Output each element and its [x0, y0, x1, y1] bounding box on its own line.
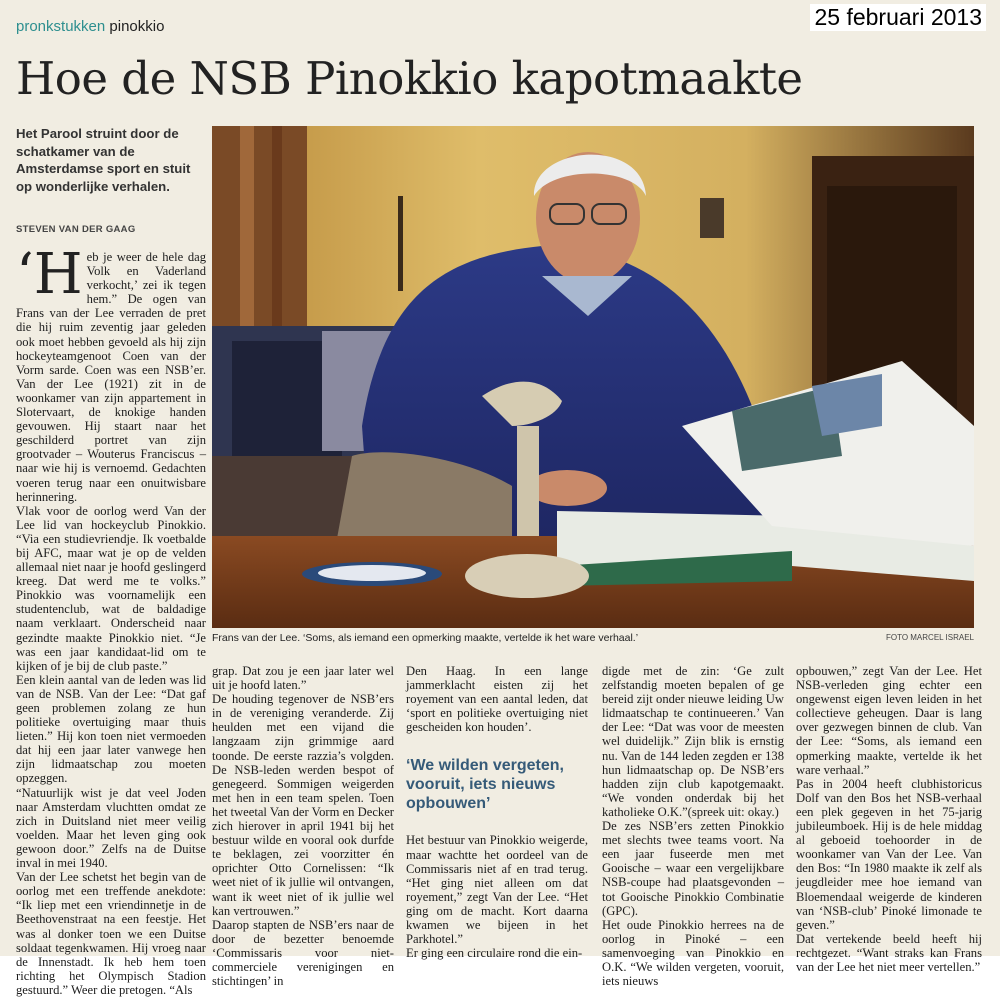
paragraph: De zes NSB’ers zetten Pinokkio met slechts twee teams voort. Na een jaar fuseerde men met Gooische – waar een vergelijkbare NSB-coupe had plaatsgevonden – tot Gooische Pinokkio Combinatie (GPC). [602, 819, 784, 918]
paragraph: Den Haag. In een lange jammerklacht eisten zij het royement van een aantal leden, dat ‘sport en politieke overtuiging niet gescheiden kon houden’. [406, 664, 588, 735]
topic-label: pinokkio [109, 18, 165, 35]
section-label: pronkstukken [16, 18, 106, 35]
paragraph: Daarop stapten de NSB’ers naar de door de bezetter benoemde ‘Commissaris voor niet-commerciele verenigingen en stichtingen’ in [212, 917, 394, 989]
paragraph: Er ging een circulaire rond die ein- [406, 946, 583, 961]
photo-caption [212, 632, 974, 644]
drop-cap: ‘H [16, 242, 83, 307]
article-column-1 [16, 242, 206, 997]
clipping-date: 25 februari 2013 [810, 4, 986, 31]
byline: STEVEN VAN DER GAAG [16, 224, 136, 235]
article-column-3 [406, 664, 588, 961]
article-column-5 [796, 664, 982, 974]
paragraph: Vlak voor de oorlog werd Van der Lee lid van hockeyclub Pinokkio. “Via een studievriendje. Ik voetbalde bij AFC, maar wat je op de velden allemaal niet naar je hoofd geslingerd kreeg. Dat werd me te volks.” Pinokkio was voornamelijk een studentenclub, wat de baldadige naam verklaart. Onderscheid naar gezindte maakte Pinokkio niet. “Je was een jaar kandidaat-lid om te kijken of je bij de club paste.” [16, 503, 206, 673]
article-column-2 [212, 664, 394, 989]
article-photo [212, 126, 974, 628]
section-kicker [16, 18, 164, 35]
article-column-4 [602, 664, 784, 989]
paragraph: eb je weer de hele dag Volk en Vaderland verkocht,’ zei ik tegen hem.” De ogen van Frans van der Lee verraden de pret die hij ruim zeventig jaar geleden ook moet hebben gevoeld als hij zijn hockeyteamgenoot Coen van der Vorm sarde. Coen was een NSB’er. Van der Lee (1921) zit in de woonkamer van zijn appartement in Slotervaart, de knokige handen gevouwen. Hij staart naar het geschilderd portret van zijn grootvader – Wouterus Franciscus – naar wie hij is vernoemd. Gedachten voeren terug naar een onuitwisbare herinnering. [16, 250, 206, 504]
headline: Hoe de NSB Pinokkio kapotmaakte [16, 52, 803, 105]
paragraph: Pas in 2004 heeft clubhistoricus Dolf van den Bos het NSB-verhaal een plek gegeven in het 75-jarig jubileumboek. Hij is de hele middag al geboeid toehoorder in de woonkamer van Van der Lee. Van den Bos: “In 1980 maakte ik zelf als jeugdleider mee hoe iemand van Bloemendaal weigerde de kinderen van ‘NSB-club’ Pinoké limonade te geven.” [796, 776, 982, 932]
pull-quote: ‘We wilden vergeten, vooruit, iets nieuws opbouwen’ [406, 757, 564, 813]
paragraph: Het bestuur van Pinokkio weigerde, maar wachtte het oordeel van de Commissaris niet af en trad terug. “Het ging niet alleen om dat royement,” zegt Van der Lee. “Het ging om de macht. Kort daarna kwamen we bijeen in het Parkhotel.” [406, 833, 588, 947]
paragraph: opbouwen,” zegt Van der Lee. Het NSB-verleden ging echter een ongewenst eigen leven leiden in het collectieve geheugen. Daar is lang over gezwegen binnen de club. Van der Lee: “Soms, als iemand een opmerking maakte, vertelde ik het ware verhaal.” [796, 664, 982, 777]
paragraph: grap. Dat zou je een jaar later wel uit je hoofd laten.” [212, 664, 394, 693]
paragraph: Van der Lee schetst het begin van de oorlog met een treffende anekdote: “Ik liep met een vriendinnetje in de Beethovenstraat na een feestje. Het was al donker toen we een Duitse soldaat tegenkwamen. Hij vroeg naar de Innenstadt. Ik heb hem toen richting het Olympisch Stadion gestuurd.” Weer die pretogen. “Als [16, 870, 206, 997]
caption-text: Frans van der Lee. ‘Soms, als iemand een opmerking maakte, vertelde ik het ware verhaal.’ [212, 632, 639, 644]
paragraph: Het oude Pinokkio herrees na de oorlog in Pinoké – een samenvoeging van Pinokkio en O.K. “We wilden vergeten, vooruit, iets nieuws [602, 917, 784, 989]
paragraph: De houding tegenover de NSB’ers in de vereniging veranderde. Zij heulden met een vijand die langzaam zijn grimmige aard toonde. De eerste razzia’s volgden. De NSB-leden werden bespot of genegeerd. Sommigen weigerden met hen in een team spelen. Toen het tweetal Van der Vorm en Decker zich hierover in april 1941 bij het bestuur wilde en vooral ook durfde te beklagen, zei voorzitter én oprichter Otto Cornelissen: “Ik weet niet of ik jullie wil ontvangen, want ik weet niet of ik jullie wel kan vertrouwen.” [212, 692, 394, 918]
intro-text: Het Parool struint door de schatkamer van de Amsterdamse sport en stuit op wonderlijke verhalen. [16, 126, 191, 194]
photo-credit: FOTO MARCEL ISRAEL [885, 633, 974, 642]
paragraph: “Natuurlijk wist je dat veel Joden naar Amsterdam vluchtten omdat ze zich in Duitsland niet meer veilig voelden. Maar het leven ging ook gewoon door.” Zelfs na de Duitse inval in mei 1940. [16, 785, 206, 871]
paragraph: digde met de zin: ‘Ge zult zelfstandig moeten bepalen of ge bereid zijt onder nieuwe leiding Uw lidmaatschap te continueeren.’ Van der Lee: “Dat was voor de meesten wel duidelijk.” Zijn blik is ernstig nu. Van de 144 leden zegden er 138 hun lidmaatschap op. De NSB’ers hadden zijn club kapotgemaakt. “We vonden onderdak bij het katholieke O.K.”(spreek uit: okay.) [602, 664, 784, 819]
paragraph: Dat vertekende beeld heeft hij rechtgezet. “Want straks kan Frans van der Lee het niet meer vertellen.” [796, 931, 982, 974]
paragraph: Een klein aantal van de leden was lid van de NSB. Van der Lee: “Dat gaf geen problemen zolang ze hun politieke overtuiging maar thuis lieten.” Hij kon toen niet vermoeden dat hij een jaar later vanwege hen zijn lidmaatschap zou moeten opzeggen. [16, 672, 206, 786]
